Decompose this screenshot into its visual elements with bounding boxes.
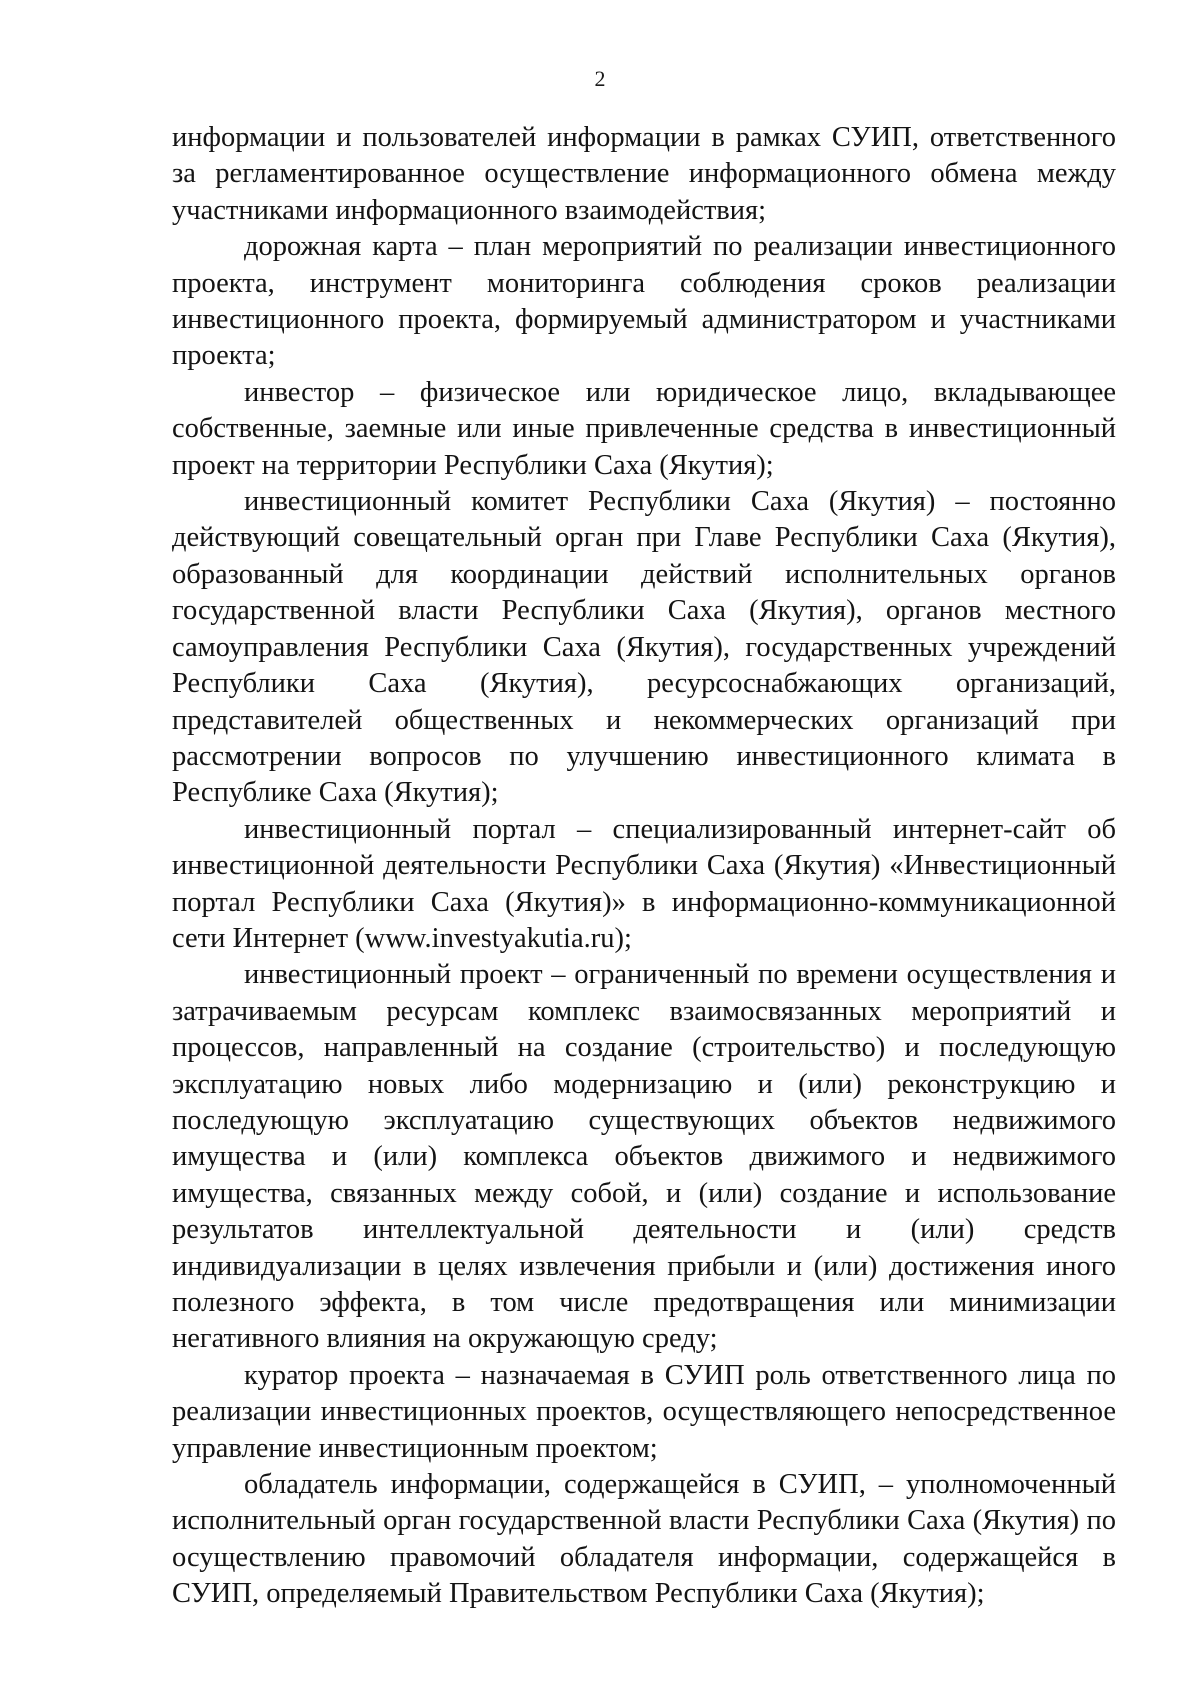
document-body [172, 120, 1116, 1613]
paragraph-roadmap-definition: дорожная карта – план мероприятий по реализации инвестиционного проекта, инструмент мониторинга соблюдения сроков реализации инвестиционного проекта, формируемый администратором и участниками проекта; [172, 231, 1116, 372]
paragraph-project-curator-definition: куратор проекта – назначаемая в СУИП роль ответственного лица по реализации инвестиционных проектов, осуществляющего непосредственное управление инвестиционным проектом; [172, 1359, 1116, 1464]
paragraph-continuation: информации и пользователей информации в рамках СУИП, ответственного за регламентированное осуществление информационного обмена между участниками информационного взаимодействия; [172, 122, 1116, 226]
paragraph-investment-portal-definition: инвестиционный портал – специализированный интернет-сайт об инвестиционной деятельности Республики Саха (Якутия) «Инвестиционный портал Республики Саха (Якутия)» в информационно-коммуникационной сети Интернет (www.investyakutia.ru); [172, 813, 1116, 954]
paragraph-information-owner-definition: обладатель информации, содержащейся в СУИП, – уполномоченный исполнительный орган государственной власти Республики Саха (Якутия) по осуществлению правомочий обладателя информации, содержащейся в СУИП, определяемый Правительством Республики Саха (Якутия); [172, 1469, 1116, 1610]
paragraph-investment-committee-definition: инвестиционный комитет Республики Саха (Якутия) – постоянно действующий совещательный орган при Главе Республики Саха (Якутия), образованный для координации действий исполнительных органов государственной власти Республики Саха (Якутия), органов местного самоуправления Республики Саха (Якутия), государственных учреждений Республики Саха (Якутия), ресурсоснабжающих организаций, представителей общественных и некоммерческих организаций при рассмотрении вопросов по улучшению инвестиционного климата в Республике Саха (Якутия); [172, 486, 1116, 809]
paragraph-investment-project-definition: инвестиционный проект – ограниченный по времени осуществления и затрачиваемым ресурсам комплекс взаимосвязанных мероприятий и процессов, направленный на создание (строительство) и последующую эксплуатацию новых либо модернизацию и (или) реконструкцию и последующую эксплуатацию существующих объектов недвижимого имущества и (или) комплекса объектов движимого и недвижимого имущества, связанных между собой, и (или) создание и использование результатов интеллектуальной деятельности и (или) средств индивидуализации в целях извлечения прибыли и (или) достижения иного полезного эффекта, в том числе предотвращения или минимизации негативного влияния на окружающую среду; [172, 959, 1116, 1355]
paragraph-investor-definition: инвестор – физическое или юридическое лицо, вкладывающее собственные, заемные или иные привлеченные средства в инвестиционный проект на территории Республики Саха (Якутия); [172, 376, 1116, 481]
page-number: 2 [594, 66, 606, 91]
